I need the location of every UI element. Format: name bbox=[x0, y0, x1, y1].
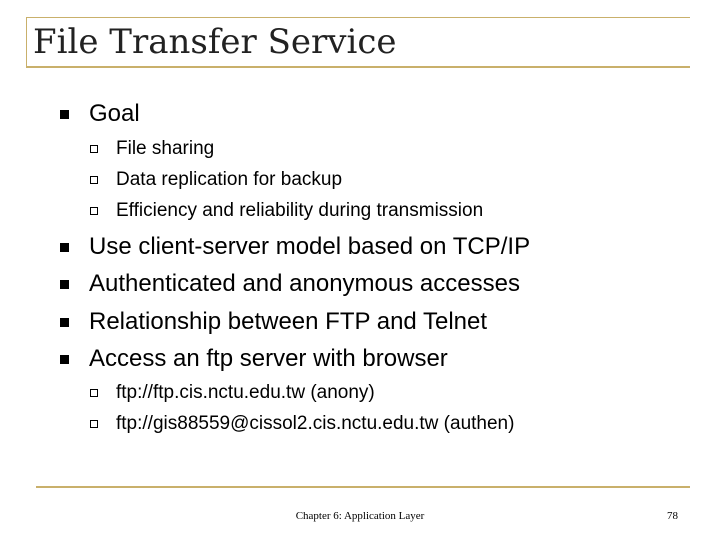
bullet-text: Goal bbox=[89, 100, 140, 127]
filled-square-bullet-icon bbox=[60, 280, 69, 289]
sub-bullet-text: ftp://ftp.cis.nctu.edu.tw (anony) bbox=[116, 382, 375, 403]
sub-bullet-text: Efficiency and reliability during transmission bbox=[116, 200, 484, 221]
bullet-access-types bbox=[60, 268, 520, 300]
bullet-text: Authenticated and anonymous accesses bbox=[89, 270, 520, 297]
sub-bullet-text: Data replication for backup bbox=[116, 169, 343, 190]
hollow-square-bullet-icon bbox=[90, 389, 98, 397]
hollow-square-bullet-icon bbox=[90, 176, 98, 184]
title-bottom-rule bbox=[26, 66, 690, 68]
bullet-text: Access an ftp server with browser bbox=[89, 345, 448, 372]
sub-bullet-text: ftp://gis88559@cissol2.cis.nctu.edu.tw (authen) bbox=[116, 413, 515, 434]
bullet-client-server bbox=[60, 231, 530, 263]
slide-title: File Transfer Service bbox=[33, 22, 397, 62]
hollow-square-bullet-icon bbox=[90, 145, 98, 153]
hollow-square-bullet-icon bbox=[90, 207, 98, 215]
filled-square-bullet-icon bbox=[60, 110, 69, 119]
sub-bullet-authenticated-url bbox=[90, 411, 514, 437]
footer-rule bbox=[36, 486, 690, 488]
title-top-rule bbox=[26, 17, 690, 18]
sub-bullet-efficiency bbox=[90, 198, 483, 224]
bullet-text: Relationship between FTP and Telnet bbox=[89, 308, 488, 335]
sub-bullet-anonymous-url bbox=[90, 380, 375, 406]
sub-bullet-text: File sharing bbox=[116, 138, 215, 159]
title-left-rule bbox=[26, 17, 27, 67]
hollow-square-bullet-icon bbox=[90, 420, 98, 428]
bullet-text: Use client-server model based on TCP/IP bbox=[89, 233, 531, 260]
filled-square-bullet-icon bbox=[60, 318, 69, 327]
bullet-ftp-telnet bbox=[60, 306, 487, 338]
filled-square-bullet-icon bbox=[60, 355, 69, 364]
bullet-browser-access bbox=[60, 343, 448, 375]
filled-square-bullet-icon bbox=[60, 243, 69, 252]
page-number: 78 bbox=[667, 510, 678, 522]
sub-bullet-file-sharing bbox=[90, 136, 214, 162]
footer-chapter: Chapter 6: Application Layer bbox=[295, 510, 425, 522]
sub-bullet-data-replication bbox=[90, 167, 342, 193]
bullet-goal bbox=[60, 98, 140, 130]
